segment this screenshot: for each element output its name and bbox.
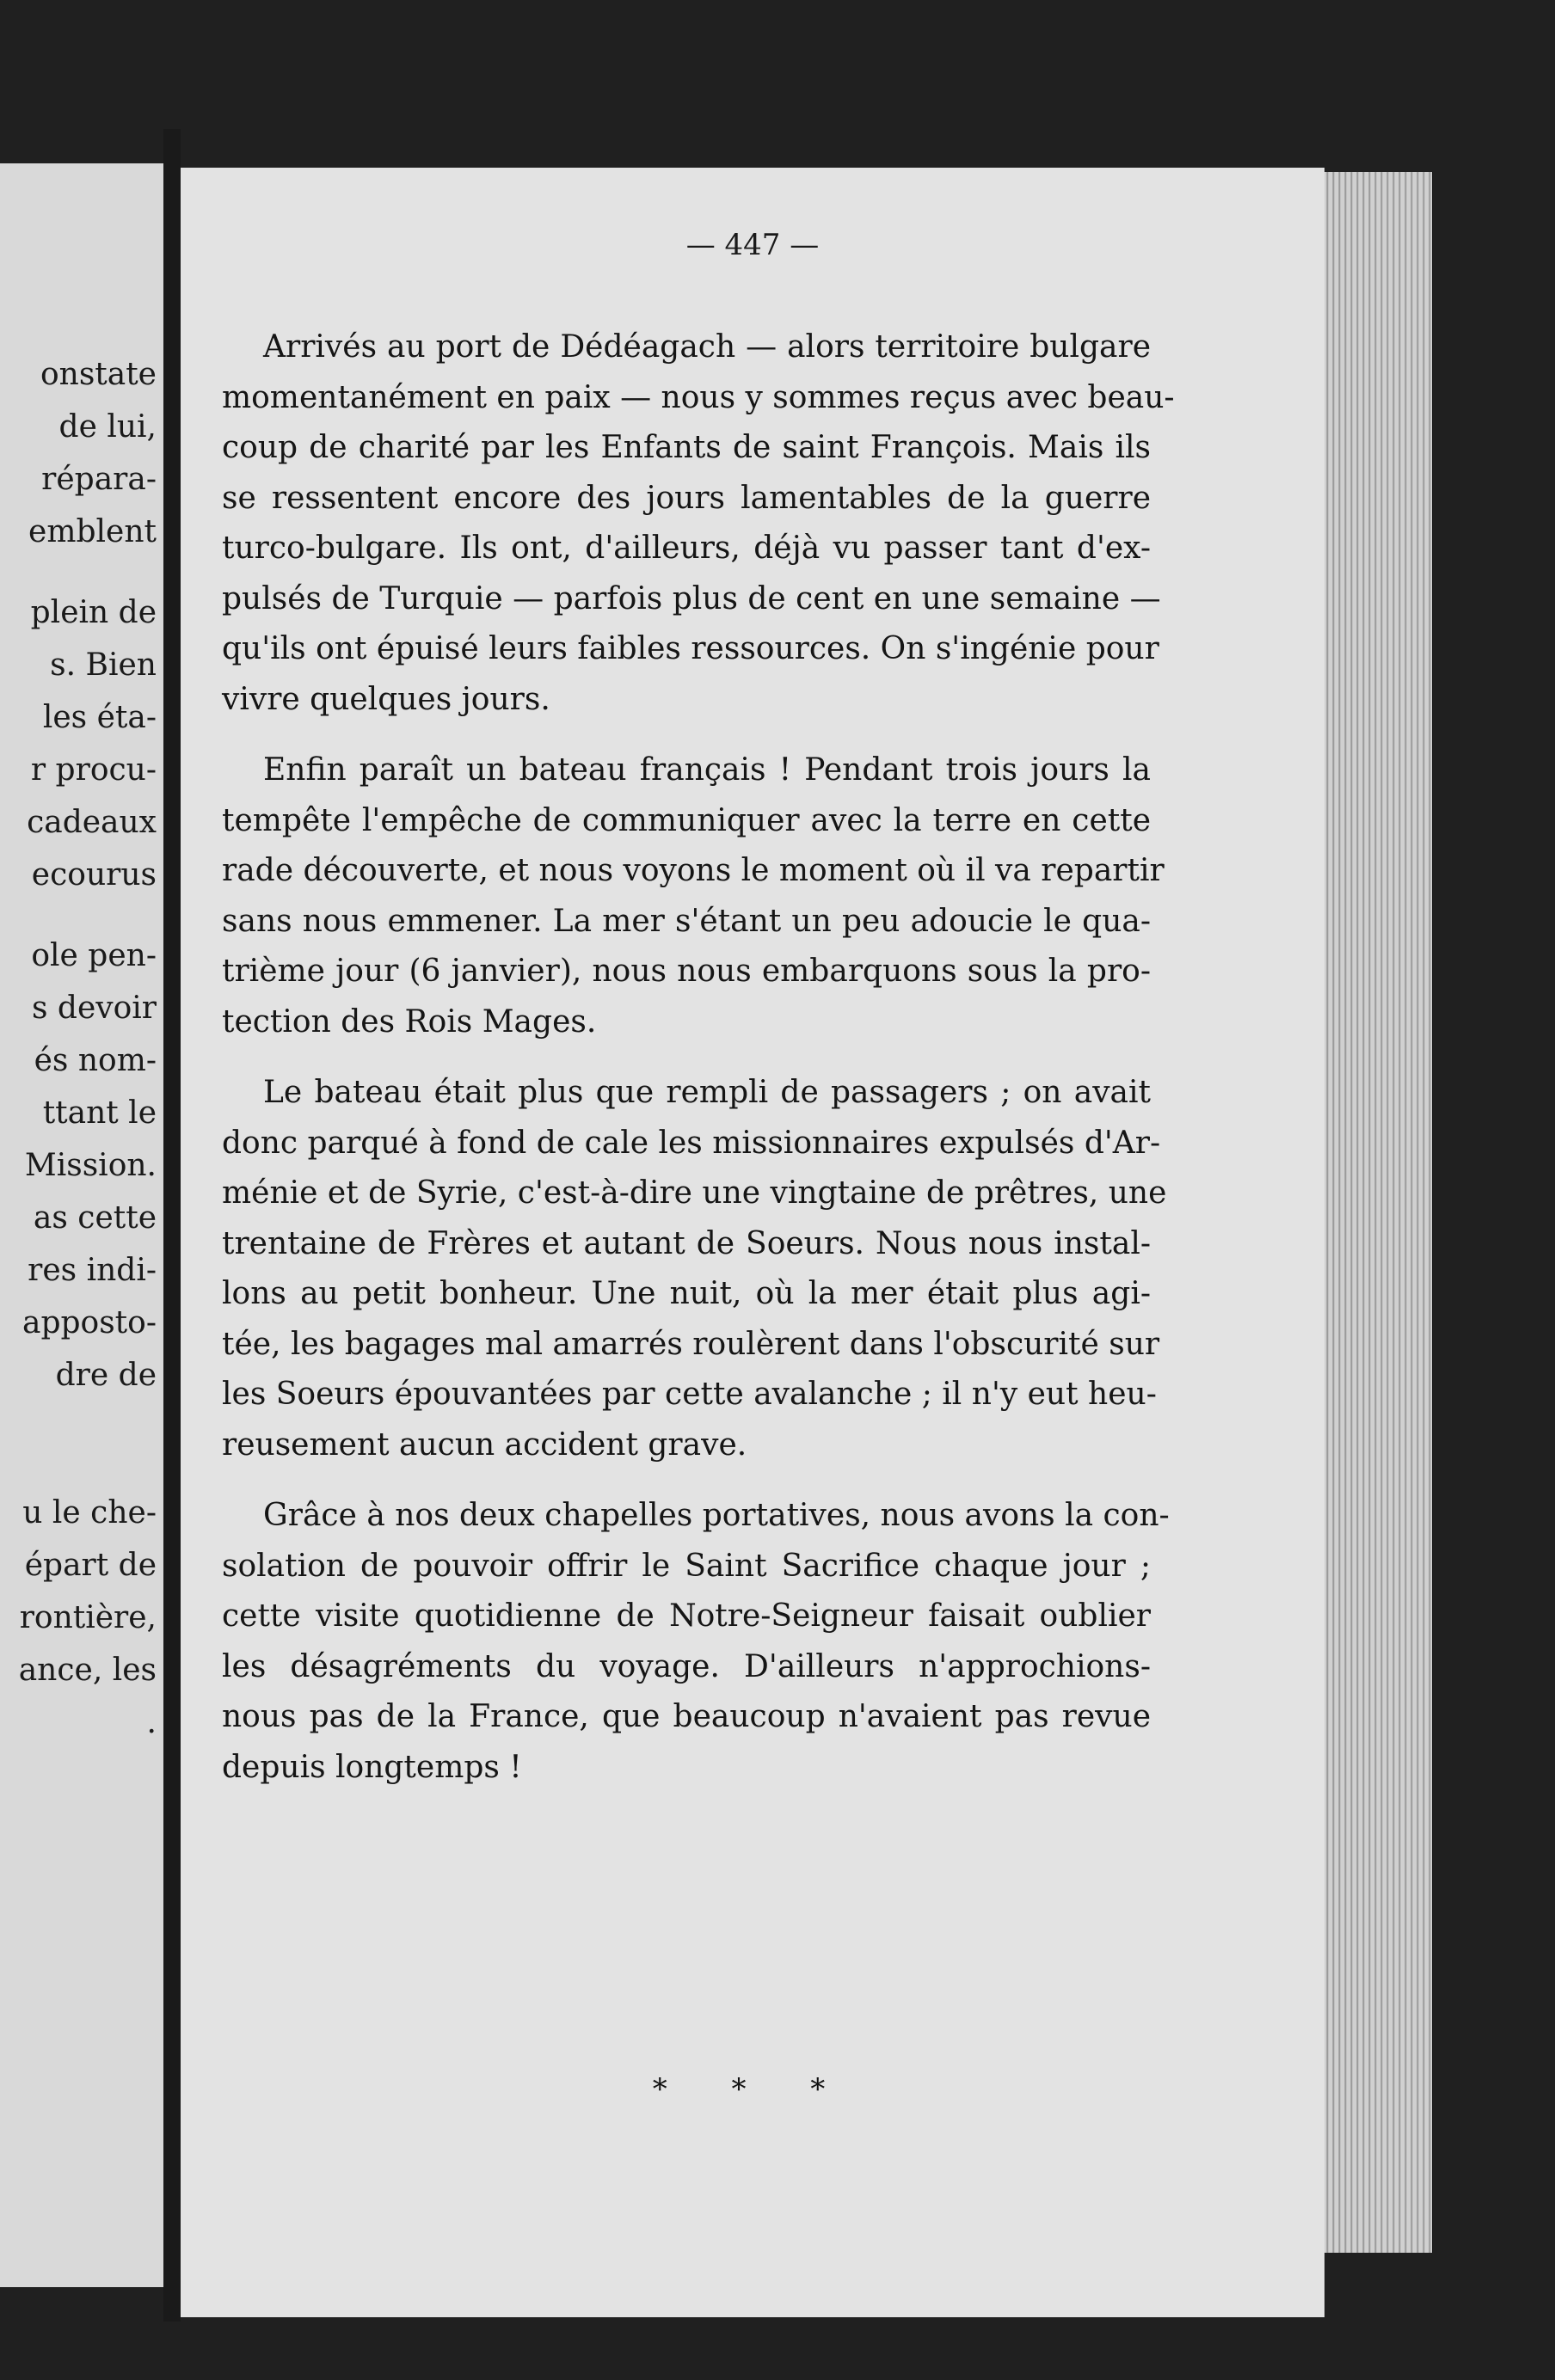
- left-page-line: répara-: [41, 462, 157, 497]
- left-page-line: [2, 1402, 157, 1430]
- text-line: depuis longtemps !: [222, 1749, 522, 1785]
- left-page-line: [2, 1430, 157, 1458]
- page-number: — 447 —: [685, 228, 820, 262]
- text-line: solation de pouvoir offrir le Saint Sacrifice chaque jour ;: [222, 1548, 1151, 1584]
- left-page-line: r procu-: [30, 752, 157, 788]
- left-page-line: s. Bien: [50, 647, 157, 683]
- left-page-line: ecourus: [31, 857, 157, 892]
- right-page: [181, 168, 1325, 2317]
- paragraph: [222, 322, 1175, 725]
- left-page-line: dre de: [55, 1358, 157, 1393]
- text-line: lons au petit bonheur. Une nuit, où la mer était plus agi-: [222, 1276, 1151, 1311]
- body-text: [222, 322, 1175, 1813]
- text-line: trième jour (6 janvier), nous nous embarquons sous la pro-: [222, 954, 1151, 989]
- left-page-line: cadeaux: [27, 805, 157, 840]
- text-line: tection des Rois Mages.: [222, 1003, 597, 1040]
- left-page-line: plein de: [30, 595, 157, 630]
- text-line: les Soeurs épouvantées par cette avalanche ; il n'y eut heu-: [222, 1377, 1157, 1412]
- left-page-line: ance, les: [18, 1653, 157, 1688]
- paragraph: [222, 745, 1165, 1047]
- left-page-text: [2, 348, 157, 1749]
- section-separator: * * *: [652, 2072, 853, 2107]
- paragraph: [222, 1491, 1170, 1793]
- left-page-line: épart de: [24, 1548, 157, 1583]
- text-line: reusement aucun accident grave.: [222, 1426, 747, 1463]
- left-page: [0, 163, 163, 2287]
- text-line: Grâce à nos deux chapelles portatives, nous avons la con-: [263, 1498, 1170, 1533]
- left-page-line: .: [146, 1705, 157, 1740]
- left-page-line: Mission.: [24, 1148, 157, 1183]
- left-page-line: [2, 1458, 157, 1487]
- text-line: sans nous emmener. La mer s'étant un peu adoucie le qua-: [222, 903, 1151, 939]
- text-line: les désagréments du voyage. D'ailleurs n'approchions-: [222, 1648, 1151, 1684]
- text-line: qu'ils ont épuisé leurs faibles ressources. On s'ingénie pour: [222, 631, 1159, 666]
- text-line: coup de charité par les Enfants de saint François. Mais ils: [222, 430, 1151, 465]
- left-page-line: [2, 901, 157, 929]
- text-line: vivre quelques jours.: [222, 681, 550, 717]
- text-line: tempête l'empêche de communiquer avec la terre en cette: [222, 802, 1151, 838]
- text-line: tée, les bagages mal amarrés roulèrent dans l'obscurité sur: [222, 1326, 1160, 1362]
- text-line: Arrivés au port de Dédéagach — alors territoire bulgare: [263, 329, 1151, 365]
- left-page-line: apposto-: [22, 1305, 157, 1340]
- text-line: Le bateau était plus que rempli de passagers ; on avait: [263, 1075, 1151, 1110]
- left-page-line: les éta-: [42, 700, 157, 735]
- text-line: momentanément en paix — nous y sommes reçus avec beau-: [222, 379, 1175, 415]
- left-page-line: [2, 558, 157, 586]
- text-line: turco-bulgare. Ils ont, d'ailleurs, déjà vu passer tant d'ex-: [222, 531, 1151, 566]
- paragraph: [222, 1068, 1167, 1470]
- text-line: ménie et de Syrie, c'est-à-dire une vingtaine de prêtres, une: [222, 1175, 1167, 1211]
- left-page-line: de lui,: [58, 409, 157, 445]
- left-page-line: s devoir: [31, 991, 157, 1026]
- text-line: trentaine de Frères et autant de Soeurs. Nous nous instal-: [222, 1225, 1151, 1261]
- text-line: nous pas de la France, que beaucoup n'avaient pas revue: [222, 1699, 1151, 1734]
- text-line: Enfin paraît un bateau français ! Pendant trois jours la: [263, 752, 1151, 788]
- left-page-line: rontière,: [19, 1600, 157, 1635]
- left-page-line: res indi-: [28, 1253, 157, 1288]
- left-page-line: u le che-: [22, 1495, 157, 1530]
- text-line: pulsés de Turquie — parfois plus de cent en une semaine —: [222, 580, 1161, 616]
- left-page-line: ole pen-: [31, 938, 157, 973]
- text-line: cette visite quotidienne de Notre-Seigneur faisait oublier: [222, 1598, 1151, 1634]
- left-page-line: emblent: [28, 514, 157, 549]
- text-line: donc parqué à fond de cale les missionnaires expulsés d'Ar-: [222, 1125, 1161, 1161]
- left-page-line: és nom-: [34, 1043, 157, 1078]
- text-line: se ressentent encore des jours lamentables de la guerre: [222, 480, 1151, 516]
- left-page-line: onstate: [40, 357, 157, 392]
- book-gutter: [163, 129, 181, 2322]
- text-line: rade découverte, et nous voyons le moment où il va repartir: [222, 853, 1165, 888]
- left-page-line: as cette: [33, 1200, 157, 1236]
- left-page-line: ttant le: [42, 1095, 157, 1131]
